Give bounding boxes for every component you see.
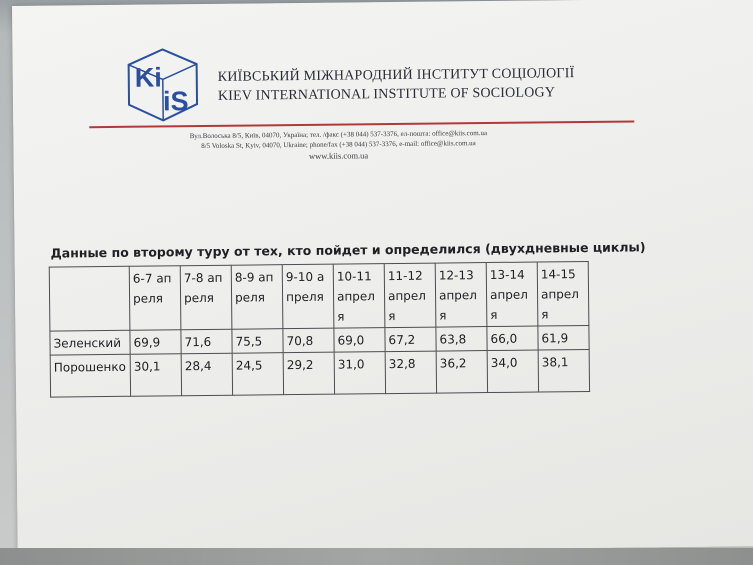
column-header: 9-10 апреля	[282, 264, 334, 329]
table-cell: 31,0	[334, 352, 385, 395]
column-header: 11-12 апреля	[384, 263, 436, 328]
table-cell: 63,8	[436, 327, 487, 352]
row-label: Зеленский	[50, 330, 130, 355]
table-cell: 34,0	[487, 350, 538, 393]
column-header: 12-13 апреля	[435, 263, 487, 328]
table-cell: 32,8	[385, 351, 436, 394]
column-header: 8-9 апреля	[231, 265, 283, 330]
table-cell: 28,4	[181, 353, 232, 396]
address-en: 8/5 Voloska St, Kyiv, 04070, Ukraine; phone/fax (+38 044) 537-3376, e-mail: office@kiis.com.ua	[201, 139, 476, 151]
table-header-row	[49, 261, 589, 331]
table-cell: 69,9	[130, 330, 181, 355]
institute-name-en: KIEV INTERNATIONAL INSTITUTE OF SOCIOLOGY	[217, 85, 556, 104]
kiis-logo	[122, 46, 203, 125]
table-cell: 61,9	[538, 325, 589, 350]
desk-surface	[0, 548, 753, 565]
website: www.kiis.com.ua	[308, 150, 369, 161]
table-cell: 66,0	[487, 326, 538, 351]
table-cell: 38,1	[538, 349, 589, 392]
address-ua: Вул.Волоська 8/5, Київ, 04070, Україна; тел. /факс (+38 044) 537-3376, ел-пошта: office@kiis.com.ua	[189, 129, 488, 141]
poll-table	[49, 261, 590, 398]
svg-text:Ki: Ki	[134, 62, 162, 93]
row-label: Порошенко	[50, 354, 130, 397]
table-cell: 71,6	[181, 329, 232, 354]
table-cell: 36,2	[436, 351, 487, 394]
column-header: 13-14 апреля	[486, 262, 538, 327]
table-cell: 70,8	[283, 328, 334, 353]
column-header: 10-11 апреля	[333, 264, 385, 329]
institute-name-ua: КИЇВСЬКИЙ МІЖНАРОДНИЙ ІНСТИТУТ СОЦІОЛОГІЇ	[217, 66, 575, 85]
table-cell: 29,2	[283, 352, 334, 395]
table-row	[50, 349, 589, 397]
svg-text:iS: iS	[162, 86, 189, 117]
table-cell: 30,1	[130, 354, 181, 397]
table-cell: 24,5	[232, 353, 283, 396]
document-sheet	[12, 0, 753, 554]
column-header: 6-7 апреля	[129, 266, 181, 331]
column-header: 7-8 апреля	[180, 265, 232, 330]
header-empty-cell	[49, 266, 130, 331]
document-title: Данные по второму туру от тех, кто пойдет и определился (двухдневные циклы)	[50, 239, 646, 261]
column-header: 14-15 апреля	[537, 261, 589, 326]
table-cell: 69,0	[334, 328, 385, 353]
table-cell: 75,5	[232, 329, 283, 354]
table-cell: 67,2	[385, 327, 436, 352]
